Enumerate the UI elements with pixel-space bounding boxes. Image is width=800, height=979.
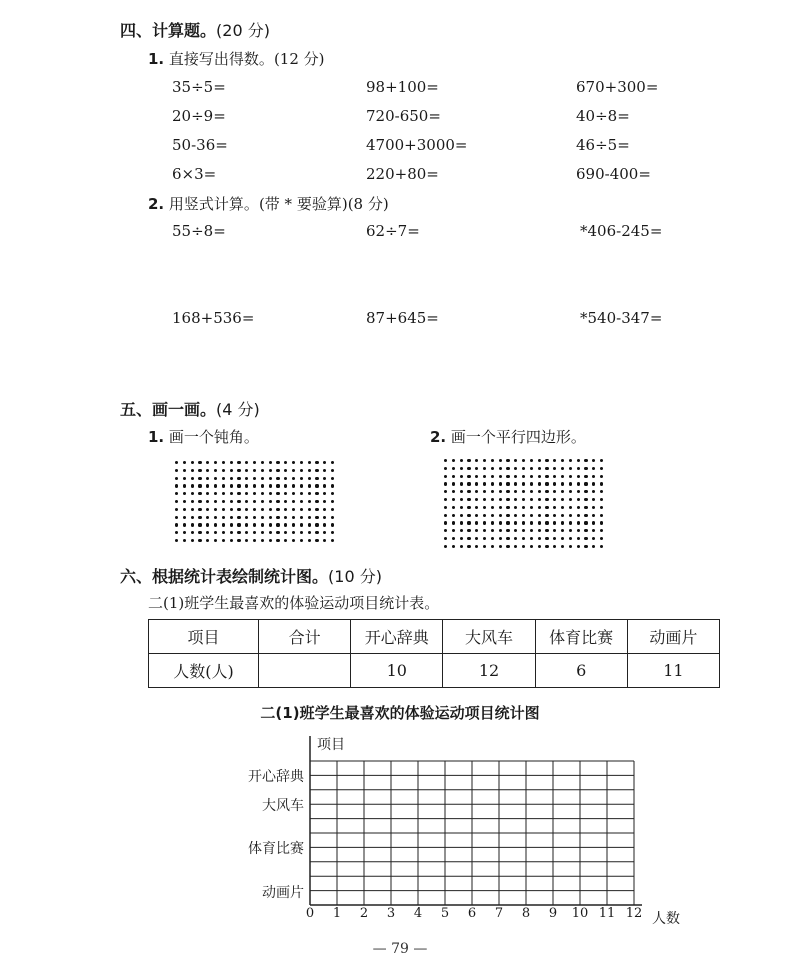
category-label: 大风车 [262, 798, 304, 815]
calc-item: 220+80= [366, 165, 439, 183]
x-tick-label: 10 [571, 906, 589, 921]
table-title: 二(1)班学生最喜欢的体验运动项目统计表。 [148, 594, 440, 612]
q4-1-score: (12 分) [273, 50, 325, 68]
vertical-calc-item: 55÷8= [172, 222, 226, 240]
x-tick-label: 3 [386, 906, 396, 921]
q5-2-text: 画一个平行四边形。 [450, 428, 586, 446]
calc-item: 98+100= [366, 78, 439, 96]
calc-item: 670+300= [576, 78, 659, 96]
y-axis-label: 项目 [317, 737, 345, 753]
section4-score: (20 分) [216, 21, 270, 40]
table-cell: 人数(人) [149, 654, 259, 688]
table-header-cell: 合计 [259, 620, 351, 654]
x-tick-label: 8 [521, 906, 531, 921]
category-label: 体育比赛 [248, 841, 304, 858]
section5-title: 五、画一画。 [120, 400, 217, 419]
q4-1-number: 1. [148, 50, 165, 68]
q5-2-number: 2. [430, 428, 447, 446]
category-label: 动画片 [262, 884, 304, 901]
calc-item: 720-650= [366, 107, 441, 125]
section6-title: 六、根据统计表绘制统计图。 [120, 567, 329, 586]
x-tick-label: 7 [494, 906, 504, 921]
x-tick-label: 9 [548, 906, 558, 921]
table-header-cell: 项目 [149, 620, 259, 654]
x-tick-label: 6 [467, 906, 477, 921]
x-tick-label: 0 [305, 906, 315, 921]
q5-1-number: 1. [148, 428, 165, 446]
calc-item: 4700+3000= [366, 136, 468, 154]
q4-2-number: 2. [148, 195, 165, 213]
vertical-calc-item: *406-245= [580, 222, 663, 240]
calc-item: 6×3= [172, 165, 217, 183]
section5-score: (4 分) [216, 400, 260, 419]
table-header-cell: 体育比赛 [535, 620, 627, 654]
q4-2-note: (带 * 要验算) [258, 195, 348, 213]
q4-2-title: 用竖式计算。 [168, 195, 259, 213]
q5-1-text: 画一个钝角。 [168, 428, 259, 446]
q4-2-score: (8 分) [347, 195, 389, 213]
vertical-calc-item: *540-347= [580, 309, 663, 327]
table-cell: 12 [443, 654, 535, 688]
x-tick-label: 4 [413, 906, 423, 921]
vertical-calc-item: 62÷7= [366, 222, 420, 240]
table-header-cell: 动画片 [627, 620, 719, 654]
table-header-cell: 开心辞典 [351, 620, 443, 654]
table-cell: 10 [351, 654, 443, 688]
table-header-cell: 大风车 [443, 620, 535, 654]
x-axis-label: 人数 [652, 911, 680, 927]
page-number: — 79 — [372, 941, 428, 957]
calc-item: 40÷8= [576, 107, 630, 125]
table-cell: 6 [535, 654, 627, 688]
q4-1-title: 直接写出得数。 [168, 50, 274, 68]
calc-item: 50-36= [172, 136, 228, 154]
x-tick-label: 5 [440, 906, 450, 921]
chart-title: 二(1)班学生最喜欢的体验运动项目统计图 [260, 704, 540, 722]
x-tick-label: 2 [359, 906, 369, 921]
calc-item: 35÷5= [172, 78, 226, 96]
section4-title: 四、计算题。 [120, 21, 217, 40]
calc-item: 20÷9= [172, 107, 226, 125]
section6-score: (10 分) [328, 567, 382, 586]
vertical-calc-item: 168+536= [172, 309, 255, 327]
calc-item: 690-400= [576, 165, 651, 183]
calc-item: 46÷5= [576, 136, 630, 154]
x-tick-label: 11 [598, 906, 616, 921]
x-tick-label: 1 [332, 906, 342, 921]
x-tick-label: 12 [625, 906, 643, 921]
vertical-calc-item: 87+645= [366, 309, 439, 327]
table-cell: 11 [627, 654, 719, 688]
category-label: 开心辞典 [248, 769, 304, 786]
